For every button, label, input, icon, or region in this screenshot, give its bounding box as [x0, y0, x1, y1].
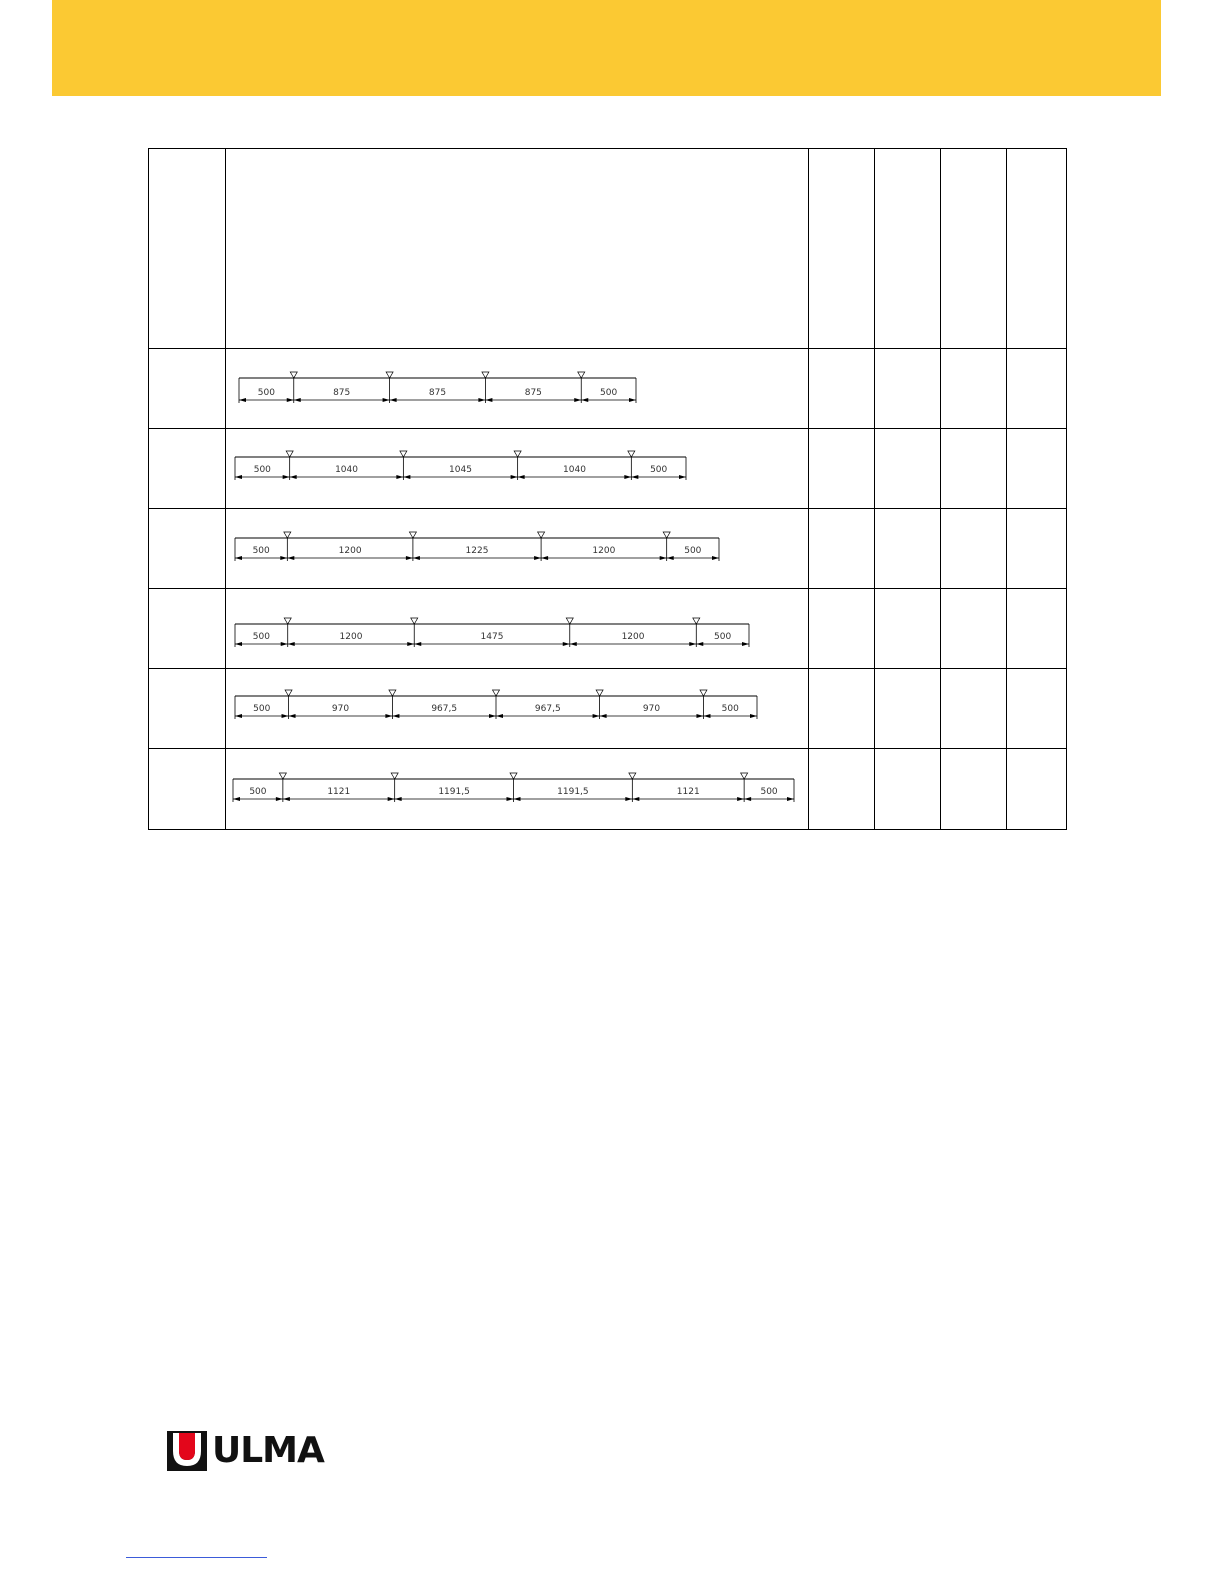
dimension-arrow-icon: [388, 797, 395, 801]
support-triangle-icon: [284, 532, 291, 538]
dimension-arrow-icon: [742, 642, 749, 646]
dimension-arrow-icon: [625, 797, 632, 801]
table-cell: [875, 149, 941, 349]
dimension-arrow-icon: [478, 398, 485, 402]
dimension-arrow-icon: [403, 475, 410, 479]
dimension-arrow-icon: [283, 797, 290, 801]
span-dimension-label: 1121: [327, 787, 351, 797]
span-dimension-label: 967,5: [431, 704, 458, 714]
table-cell: [941, 589, 1007, 669]
support-triangle-icon: [400, 451, 407, 457]
dimension-arrow-icon: [396, 475, 403, 479]
span-dimension-label: 1200: [621, 632, 645, 642]
dimension-arrow-icon: [696, 714, 703, 718]
dimension-arrow-icon: [534, 556, 541, 560]
dimension-arrow-icon: [385, 714, 392, 718]
dimension-arrow-icon: [703, 714, 710, 718]
table-cell: [1007, 349, 1067, 429]
span-dimension-label: 500: [600, 388, 618, 398]
table-cell: [941, 749, 1007, 830]
dimension-arrow-icon: [787, 797, 794, 801]
support-triangle-icon: [391, 773, 398, 779]
dimension-arrow-icon: [485, 398, 492, 402]
support-triangle-icon: [700, 690, 707, 696]
logo-text: ULMA: [212, 1430, 324, 1471]
dimension-arrow-icon: [518, 475, 525, 479]
support-triangle-icon: [514, 451, 521, 457]
header-band: [52, 0, 1161, 96]
span-dimension-label: 500: [249, 787, 267, 797]
span-table-grid: [148, 148, 1067, 830]
dimension-arrow-icon: [281, 642, 288, 646]
table-row: [149, 669, 1067, 749]
span-dimension-label: 1200: [338, 546, 362, 556]
span-dimension-label: 1045: [449, 465, 472, 475]
span-diagram-cell: [226, 669, 809, 749]
span-dimension-label: 1040: [335, 465, 358, 475]
dimension-arrow-icon: [489, 714, 496, 718]
table-cell: [149, 429, 226, 509]
table-row: [149, 509, 1067, 589]
dimension-arrow-icon: [744, 797, 751, 801]
dimension-arrow-icon: [750, 714, 757, 718]
support-triangle-icon: [389, 690, 396, 696]
span-diagram-cell: [226, 429, 809, 509]
dimension-arrow-icon: [696, 642, 703, 646]
table-cell: [809, 749, 875, 830]
span-diagram: [226, 509, 809, 588]
support-triangle-icon: [629, 773, 636, 779]
dimension-arrow-icon: [593, 714, 600, 718]
dimension-arrow-icon: [282, 714, 289, 718]
table-row: [149, 749, 1067, 830]
dimension-arrow-icon: [390, 398, 397, 402]
dimension-arrow-icon: [288, 642, 295, 646]
support-triangle-icon: [566, 618, 573, 624]
dimension-arrow-icon: [235, 714, 242, 718]
table-cell: [149, 509, 226, 589]
table-cell: [149, 669, 226, 749]
dimension-arrow-icon: [496, 714, 503, 718]
span-dimension-label: 1040: [563, 465, 586, 475]
span-dimension-label: 970: [331, 704, 350, 714]
table-cell: [875, 749, 941, 830]
span-dimension-label: 500: [252, 546, 270, 556]
span-diagram: [226, 669, 809, 748]
table-cell: [149, 149, 226, 349]
dimension-arrow-icon: [541, 556, 548, 560]
dimension-arrow-icon: [413, 556, 420, 560]
support-triangle-icon: [386, 372, 393, 378]
table-cell: [1007, 749, 1067, 830]
span-dimension-label: 1191,5: [438, 787, 470, 797]
span-diagram: [226, 349, 809, 428]
support-triangle-icon: [693, 618, 700, 624]
dimension-arrow-icon: [514, 797, 521, 801]
support-triangle-icon: [482, 372, 489, 378]
dimension-arrow-icon: [407, 642, 414, 646]
dimension-arrow-icon: [276, 797, 283, 801]
table-row: [149, 589, 1067, 669]
dimension-arrow-icon: [631, 475, 638, 479]
span-dimension-label: 1200: [592, 546, 616, 556]
span-diagram: [226, 749, 809, 829]
span-diagram: [226, 589, 809, 668]
dimension-arrow-icon: [689, 642, 696, 646]
span-dimension-label: 500: [684, 546, 702, 556]
support-triangle-icon: [279, 773, 286, 779]
dimension-arrow-icon: [287, 556, 294, 560]
dimension-arrow-icon: [294, 398, 301, 402]
dimension-arrow-icon: [235, 556, 242, 560]
dimension-arrow-icon: [235, 642, 242, 646]
table-cell: [809, 509, 875, 589]
dimension-arrow-icon: [660, 556, 667, 560]
support-triangle-icon: [493, 690, 500, 696]
table-cell: [875, 349, 941, 429]
table-cell: [1007, 149, 1067, 349]
span-diagram-cell: [226, 349, 809, 429]
dimension-arrow-icon: [570, 642, 577, 646]
table-cell: [941, 149, 1007, 349]
support-triangle-icon: [578, 372, 585, 378]
span-dimension-label: 1121: [676, 787, 700, 797]
table-cell: [941, 429, 1007, 509]
span-dimension-label: 500: [253, 704, 271, 714]
dimension-arrow-icon: [289, 714, 296, 718]
dimension-arrow-icon: [600, 714, 607, 718]
dimension-arrow-icon: [667, 556, 674, 560]
table-cell: [875, 589, 941, 669]
span-dimension-label: 970: [642, 704, 661, 714]
dimension-arrow-icon: [629, 398, 636, 402]
support-triangle-icon: [284, 618, 291, 624]
support-triangle-icon: [628, 451, 635, 457]
table-row: [149, 349, 1067, 429]
table-cell: [1007, 589, 1067, 669]
span-diagram-cell: [226, 749, 809, 830]
dimension-arrow-icon: [235, 475, 242, 479]
span-dimension-label: 1200: [339, 632, 363, 642]
table-cell: [809, 669, 875, 749]
span-dimension-label: 500: [721, 704, 739, 714]
support-triangle-icon: [663, 532, 670, 538]
dimension-arrow-icon: [574, 398, 581, 402]
table-cell: [1007, 669, 1067, 749]
dimension-arrow-icon: [511, 475, 518, 479]
dimension-arrow-icon: [395, 797, 402, 801]
table-cell: [941, 509, 1007, 589]
support-triangle-icon: [286, 451, 293, 457]
support-triangle-icon: [285, 690, 292, 696]
support-triangle-icon: [538, 532, 545, 538]
dimension-arrow-icon: [632, 797, 639, 801]
support-triangle-icon: [510, 773, 517, 779]
span-dimension-label: 875: [333, 388, 351, 398]
dimension-arrow-icon: [679, 475, 686, 479]
table-cell: [875, 669, 941, 749]
dimension-arrow-icon: [414, 642, 421, 646]
dimension-arrow-icon: [624, 475, 631, 479]
table-cell: [149, 749, 226, 830]
dimension-arrow-icon: [392, 714, 399, 718]
table-cell: [941, 669, 1007, 749]
span-diagram-cell: [226, 589, 809, 669]
span-diagram: [226, 429, 809, 508]
span-dimension-label: 500: [252, 632, 270, 642]
span-dimension-label: 1191,5: [557, 787, 589, 797]
table-cell: [149, 349, 226, 429]
support-triangle-icon: [411, 618, 418, 624]
span-dimension-label: 500: [257, 388, 275, 398]
table-cell: [875, 509, 941, 589]
dimension-arrow-icon: [239, 398, 246, 402]
table-cell: [809, 349, 875, 429]
ulma-logo: [167, 1430, 324, 1471]
dimension-arrow-icon: [290, 475, 297, 479]
support-triangle-icon: [409, 532, 416, 538]
dimension-arrow-icon: [287, 398, 294, 402]
table-cell: [1007, 509, 1067, 589]
dimension-arrow-icon: [737, 797, 744, 801]
support-triangle-icon: [741, 773, 748, 779]
footer-link-underline[interactable]: [126, 1557, 267, 1558]
table-row: [149, 429, 1067, 509]
span-diagram-cell: [226, 149, 809, 349]
span-dimension-label: 500: [253, 465, 271, 475]
span-dimension-label: 875: [524, 388, 542, 398]
table-cell: [941, 349, 1007, 429]
dimension-arrow-icon: [581, 398, 588, 402]
table-cell: [809, 589, 875, 669]
table-cell: [875, 429, 941, 509]
ulma-logo-mark-icon: [167, 1431, 207, 1471]
table-cell: [149, 589, 226, 669]
support-triangle-icon: [290, 372, 297, 378]
span-dimension-label: 1225: [465, 546, 489, 556]
span-diagram-cell: [226, 509, 809, 589]
table-cell: [809, 149, 875, 349]
dimension-arrow-icon: [712, 556, 719, 560]
span-dimension-label: 500: [760, 787, 778, 797]
dimension-arrow-icon: [563, 642, 570, 646]
span-dimension-label: 875: [428, 388, 447, 398]
support-triangle-icon: [596, 690, 603, 696]
dimension-arrow-icon: [383, 398, 390, 402]
span-dimension-label: 500: [650, 465, 668, 475]
span-dimension-label: 967,5: [534, 704, 561, 714]
table-cell: [809, 429, 875, 509]
dimension-arrow-icon: [280, 556, 287, 560]
table-cell: [1007, 429, 1067, 509]
dimension-arrow-icon: [283, 475, 290, 479]
dimension-arrow-icon: [233, 797, 240, 801]
span-dimension-label: 500: [714, 632, 732, 642]
span-table: [148, 148, 1066, 831]
dimension-arrow-icon: [507, 797, 514, 801]
dimension-arrow-icon: [406, 556, 413, 560]
span-dimension-label: 1475: [480, 632, 504, 642]
table-row: [149, 149, 1067, 349]
